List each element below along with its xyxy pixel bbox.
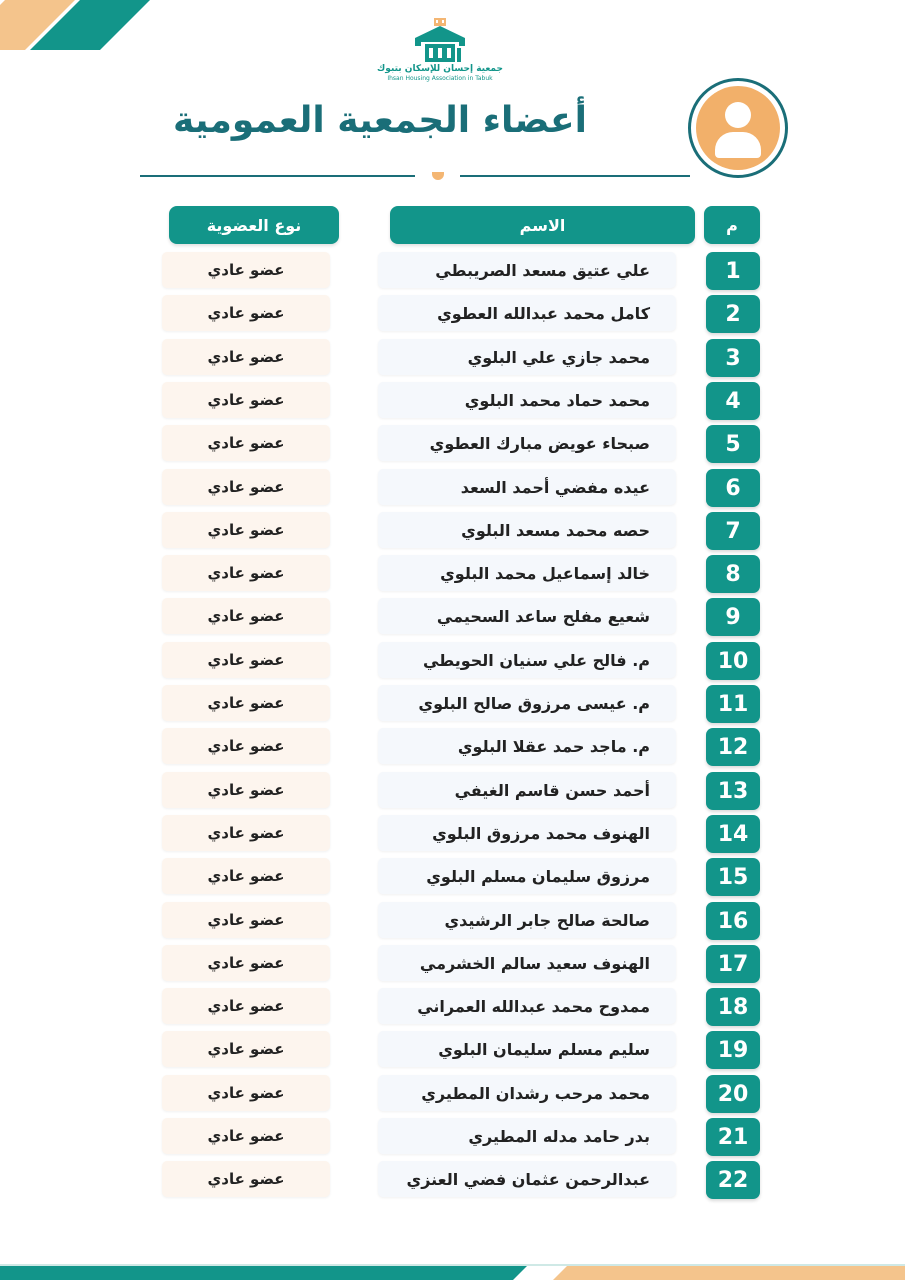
membership-type: عضو عادي — [162, 1118, 330, 1154]
membership-type: عضو عادي — [162, 728, 330, 764]
row-number: 10 — [706, 642, 760, 680]
row-number: 11 — [706, 685, 760, 723]
bottom-decoration — [0, 1248, 905, 1280]
table-row — [0, 858, 905, 896]
table-row — [0, 512, 905, 550]
title-divider-dot — [432, 172, 444, 180]
member-name: ممدوح محمد عبدالله العمراني — [378, 988, 676, 1024]
member-name: بدر حامد مدله المطيري — [378, 1118, 676, 1154]
row-number: 17 — [706, 945, 760, 983]
association-logo — [360, 16, 520, 96]
row-number: 20 — [706, 1075, 760, 1113]
member-name: خالد إسماعيل محمد البلوي — [378, 555, 676, 591]
membership-type: عضو عادي — [162, 252, 330, 288]
avatar — [688, 78, 788, 178]
table-row — [0, 642, 905, 680]
row-number: 13 — [706, 772, 760, 810]
row-number: 21 — [706, 1118, 760, 1156]
table-row — [0, 555, 905, 593]
header-name: الاسم — [390, 206, 695, 244]
member-name: الهنوف محمد مرزوق البلوي — [378, 815, 676, 851]
table-row — [0, 598, 905, 636]
logo-arabic-text: جمعية إحسان للإسكان بتبوك — [377, 64, 503, 74]
row-number: 2 — [706, 295, 760, 333]
table-row — [0, 945, 905, 983]
membership-type: عضو عادي — [162, 339, 330, 375]
table-row — [0, 902, 905, 940]
table-row — [0, 252, 905, 290]
membership-type: عضو عادي — [162, 858, 330, 894]
membership-type: عضو عادي — [162, 295, 330, 331]
table-row — [0, 988, 905, 1026]
member-name: م. ماجد حمد عقلا البلوي — [378, 728, 676, 764]
header-number: م — [704, 206, 760, 244]
member-name: صالحة صالح جابر الرشيدي — [378, 902, 676, 938]
logo-english-text: Ihsan Housing Association in Tabuk — [387, 75, 493, 82]
membership-type: عضو عادي — [162, 1161, 330, 1197]
membership-type: عضو عادي — [162, 642, 330, 678]
member-name: حصه محمد مسعد البلوي — [378, 512, 676, 548]
membership-type: عضو عادي — [162, 382, 330, 418]
table-row — [0, 469, 905, 507]
membership-type: عضو عادي — [162, 469, 330, 505]
table-row — [0, 1075, 905, 1113]
membership-type: عضو عادي — [162, 815, 330, 851]
row-number: 18 — [706, 988, 760, 1026]
table-row — [0, 772, 905, 810]
membership-type: عضو عادي — [162, 685, 330, 721]
row-number: 14 — [706, 815, 760, 853]
row-number: 6 — [706, 469, 760, 507]
building-icon — [405, 16, 475, 64]
row-number: 19 — [706, 1031, 760, 1069]
title-divider-left — [140, 175, 415, 177]
table-row — [0, 1031, 905, 1069]
membership-type: عضو عادي — [162, 1031, 330, 1067]
row-number: 7 — [706, 512, 760, 550]
member-name: أحمد حسن قاسم الغيفي — [378, 772, 676, 808]
member-name: مرزوق سليمان مسلم البلوي — [378, 858, 676, 894]
member-name: محمد جازي علي البلوي — [378, 339, 676, 375]
membership-type: عضو عادي — [162, 988, 330, 1024]
table-row — [0, 1161, 905, 1199]
table-row — [0, 295, 905, 333]
table-row — [0, 685, 905, 723]
membership-type: عضو عادي — [162, 598, 330, 634]
membership-type: عضو عادي — [162, 772, 330, 808]
table-row — [0, 339, 905, 377]
membership-type: عضو عادي — [162, 425, 330, 461]
member-name: م. عيسى مرزوق صالح البلوي — [378, 685, 676, 721]
row-number: 16 — [706, 902, 760, 940]
member-name: عيده مفضي أحمد السعد — [378, 469, 676, 505]
corner-decoration — [0, 0, 170, 50]
row-number: 5 — [706, 425, 760, 463]
member-name: علي عتيق مسعد الصريبطي — [378, 252, 676, 288]
membership-type: عضو عادي — [162, 945, 330, 981]
page-title: أعضاء الجمعية العمومية — [173, 100, 587, 141]
table-row — [0, 728, 905, 766]
membership-type: عضو عادي — [162, 555, 330, 591]
user-icon — [696, 86, 780, 170]
member-name: محمد حماد محمد البلوي — [378, 382, 676, 418]
row-number: 8 — [706, 555, 760, 593]
member-name: م. فالح علي سنيان الحويطي — [378, 642, 676, 678]
table-row — [0, 382, 905, 420]
row-number: 4 — [706, 382, 760, 420]
member-name: صبحاء عويض مبارك العطوي — [378, 425, 676, 461]
row-number: 9 — [706, 598, 760, 636]
member-name: شعيع مفلح ساعد السحيمي — [378, 598, 676, 634]
row-number: 3 — [706, 339, 760, 377]
member-name: محمد مرحب رشدان المطيري — [378, 1075, 676, 1111]
row-number: 12 — [706, 728, 760, 766]
member-name: كامل محمد عبدالله العطوي — [378, 295, 676, 331]
table-row — [0, 425, 905, 463]
membership-type: عضو عادي — [162, 1075, 330, 1111]
title-divider-right — [460, 175, 690, 177]
header-membership-type: نوع العضوية — [169, 206, 339, 244]
table-row — [0, 815, 905, 853]
row-number: 15 — [706, 858, 760, 896]
member-name: عبدالرحمن عثمان فضي العنزي — [378, 1161, 676, 1197]
membership-type: عضو عادي — [162, 902, 330, 938]
row-number: 1 — [706, 252, 760, 290]
row-number: 22 — [706, 1161, 760, 1199]
membership-type: عضو عادي — [162, 512, 330, 548]
table-row — [0, 1118, 905, 1156]
member-name: سليم مسلم سليمان البلوي — [378, 1031, 676, 1067]
member-name: الهنوف سعيد سالم الخشرمي — [378, 945, 676, 981]
